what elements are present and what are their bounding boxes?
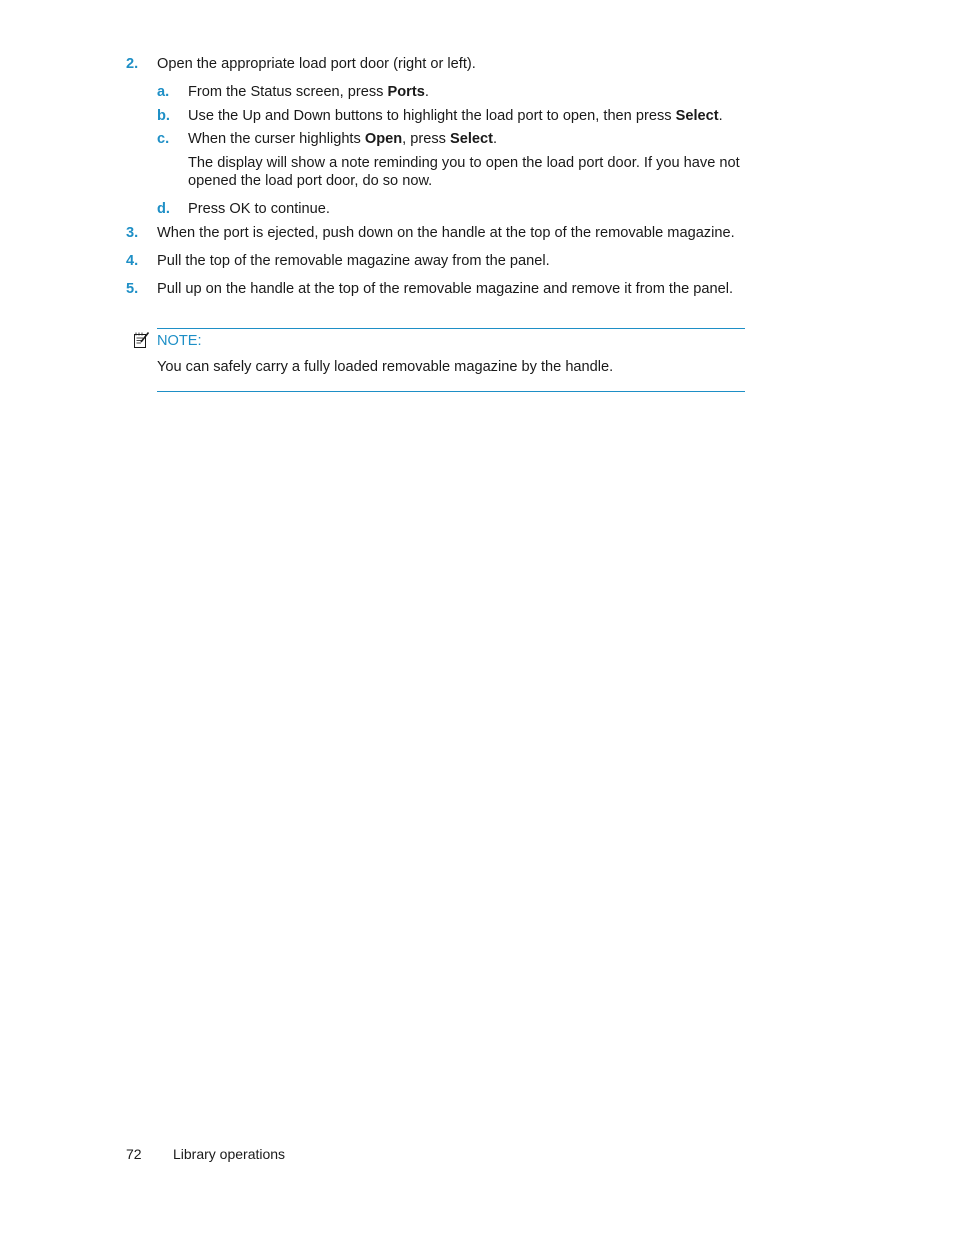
bold-term: Open bbox=[364, 131, 403, 147]
substep-letter: a. bbox=[157, 84, 170, 100]
bold-term: Select bbox=[675, 108, 719, 124]
note-bottom-rule bbox=[157, 391, 745, 392]
substep-letter: d. bbox=[157, 201, 170, 217]
step-text: Open the appropriate load port door (right or left). bbox=[157, 56, 476, 72]
step-text: Pull up on the handle at the top of the removable magazine and remove it from the panel. bbox=[157, 281, 734, 297]
note-icon bbox=[133, 331, 151, 349]
substep-text: Press OK to continue. bbox=[188, 201, 330, 217]
footer-section-title: Library operations bbox=[173, 1146, 286, 1162]
page-number: 72 bbox=[126, 1146, 142, 1162]
step-number: 2. bbox=[126, 56, 139, 72]
substep-text: When the curser highlights Open, press Select. bbox=[188, 131, 498, 147]
step-text: Pull the top of the removable magazine away from the panel. bbox=[157, 253, 550, 269]
note-label: NOTE: bbox=[157, 333, 202, 349]
step-number: 3. bbox=[126, 225, 139, 241]
substep-letter: c. bbox=[157, 131, 170, 147]
bold-term: Select bbox=[450, 131, 493, 147]
substep-letter: b. bbox=[157, 108, 170, 124]
bold-term: Ports bbox=[387, 84, 425, 100]
note-text: You can safely carry a fully loaded removable magazine by the handle. bbox=[157, 359, 614, 375]
substep-text: From the Status screen, press Ports. bbox=[188, 84, 429, 100]
step-text: When the port is ejected, push down on the handle at the top of the removable magazine. bbox=[157, 225, 735, 241]
substep-text: Use the Up and Down buttons to highlight the load port to open, then press Select. bbox=[188, 108, 723, 124]
step-number: 5. bbox=[126, 281, 139, 297]
substep-paragraph: opened the load port door, do so now. bbox=[188, 173, 433, 189]
step-number: 4. bbox=[126, 253, 139, 269]
note-top-rule bbox=[157, 328, 745, 329]
substep-paragraph: The display will show a note reminding you to open the load port door. If you have not bbox=[188, 155, 740, 171]
